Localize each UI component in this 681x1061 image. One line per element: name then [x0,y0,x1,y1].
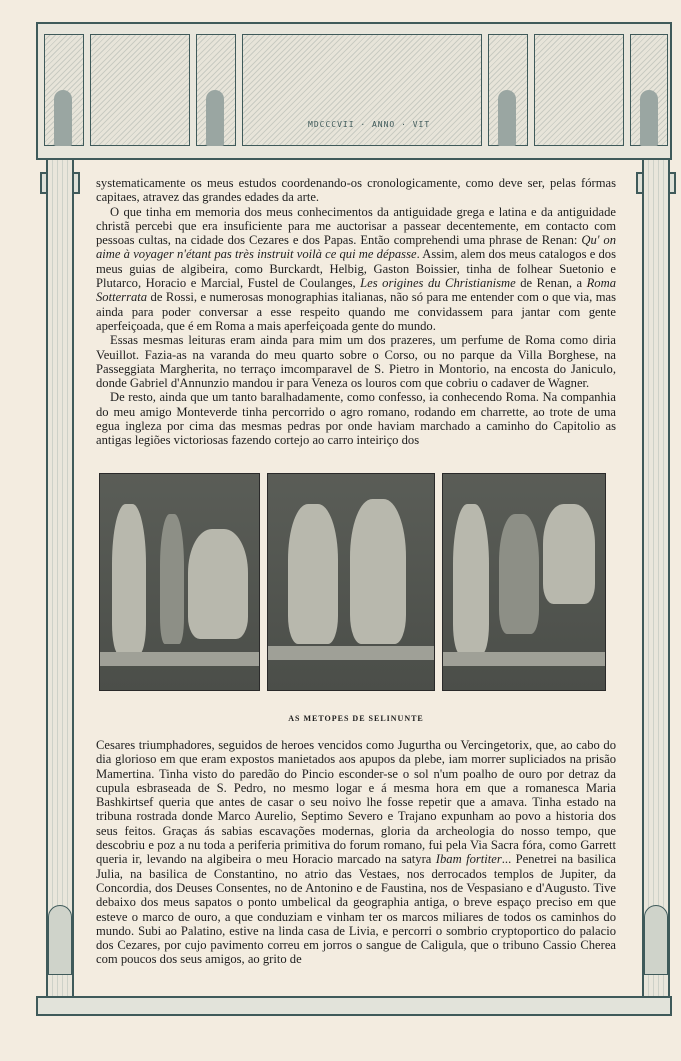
statue-figure [640,90,658,146]
column-left [46,160,74,1000]
metope-photo-left [99,473,260,691]
relief-figure [499,514,539,634]
article-text-bottom [96,738,616,967]
paragraph: De resto, ainda que um tanto baralhadamente, como confesso, ia conhecendo Roma. Na companhia do meu amigo Monteverde tinha percorrido o agro romano, rodando em charrette, ao trote de uma egua ingleza por cima das mesmas pedras por onde haviam marchado a caminho do Capitolio as antigas legiões victoriosas fazendo cortejo ao carro inteiriço dos [96,390,616,448]
paragraph: Cesares triumphadores, seguidos de heroes vencidos como Jugurtha ou Vercingetorix, que, ao cabo do dia glorioso em que eram expostos manietados aos apupos da plebe, iam morrer supliciados na prisão Mamertina. Tinha visto do paredão do Pincio esconder-se o sol n'um poalho de ouro por detraz da cupula esbraseada de S. Pedro, no mesmo logar e á mesma hora em que a romanesca Maria Bashkirtsef queria que antes de casar o seu noivo lhe fosse repetir que a amava. Tinha estado na tribuna rostrada donde Marco Aurelio, Septimo Severo e Trajano expunham ao povo a historia dos seus feitos. Graças ás sabias escavações modernas, gloria da archeologia do nosso tempo, que descobriu e poz a nu toda a periferia primitiva do forum romano, fui pela Via Sacra fóra, como Garrett queria ir, levando na algibeira o meu Horacio marcado na satyra Ibam fortiter... Penetrei na basilica Julia, na basilica de Constantino, no atrio das Vestaes, nos derrocados templos de Jupiter, da Concordia, dos Deuses Consentes, no de Antonino e de Faustina, nos de Vespasiano e d'Augusto. Tive debaixo dos meus sapatos o ponto umbelical da geographia antiga, o breve espaço preciso em que esteve o marco de ouro, a que conduziam e vinham ter os marcos miliares de todos os caminhos do mundo. Subi ao Palatino, estive na linda casa de Livia, e percorri o sombrio cryptoportico do palacio dos Cezares, por cujo pavimento correu em jorros o sangue de Caligula, que o tribuno Cassio Cherea com poucos dos seus amigos, ao grito de [96,738,617,967]
figure-caption: AS METOPES DE SELINUNTE [288,714,424,723]
relief-figure [188,529,248,639]
relief-ledge [268,646,434,660]
column-niche-left [48,905,72,975]
header-inscription: MDCCCVII · ANNO · VIT [308,120,431,129]
column-niche-right [644,905,668,975]
relief-figure [112,504,146,654]
relief-figure [350,499,406,644]
metope-photo-center [267,473,435,691]
header-scene-center [242,34,482,146]
relief-ledge [100,652,259,666]
header-illustration [36,22,672,160]
metope-photo-right [442,473,606,691]
article-text-top [96,176,616,448]
paragraph: O que tinha em memoria dos meus conhecimentos da antiguidade grega e latina e da antiguidade christã percebi que era insuficiente para me auctorisar a passear decentemente, em contacto com pessoas cultas, na cidade dos Cezares e dos Papas. Então comprehendi uma phrase de Renan: Qu' on aime à voyager n'étant pas très instruit voilà ce qui me dépasse. Assim, alem dos meus catalogos e dos meus guias de algibeira, como Burckardt, Helbig, Gaston Boissier, tinha de folhear Suetonio e Plutarco, Horacio e Marcial, Fustel de Coulanges, Les origines du Christianisme de Renan, a Roma Sotterrata de Rossi, e numerosas monographias italianas, não só para me entender com o que via, mas ainda para poder conversar a esse respeito quando me convidassem para jantar com gente aperfeiçoada, que é em Roma a mais aperfeiçoada gente do mundo. [96,204,616,333]
relief-figure [453,504,489,654]
relief-ledge [443,652,605,666]
relief-figure [160,514,184,644]
paragraph: systematicamente os meus estudos coordenando-os cronologicamente, como deve ser, pelas fórmas capitaes, atravez das grandes edades da arte. [96,176,616,205]
relief-figure [543,504,595,604]
paragraph: Essas mesmas leituras eram ainda para mim um dos prazeres, um perfume de Roma como diria Veuillot. Fazia-as na varanda do meu quarto sobre o Corso, ou no parque da Villa Borghese, na Passeggiata Margherita, no terraço imcomparavel de S. Pietro in Montorio, na encosta do Janiculo, donde Gabriel d'Annunzio mandou ir para Veneza os louros com que cobriu o cadaver de Wagner. [96,333,616,391]
statue-figure [206,90,224,146]
header-scene-right [534,34,624,146]
frame-base [36,996,672,1016]
column-right [642,160,670,1000]
header-scene-left [90,34,190,146]
statue-figure [54,90,72,146]
statue-figure [498,90,516,146]
relief-figure [288,504,338,644]
